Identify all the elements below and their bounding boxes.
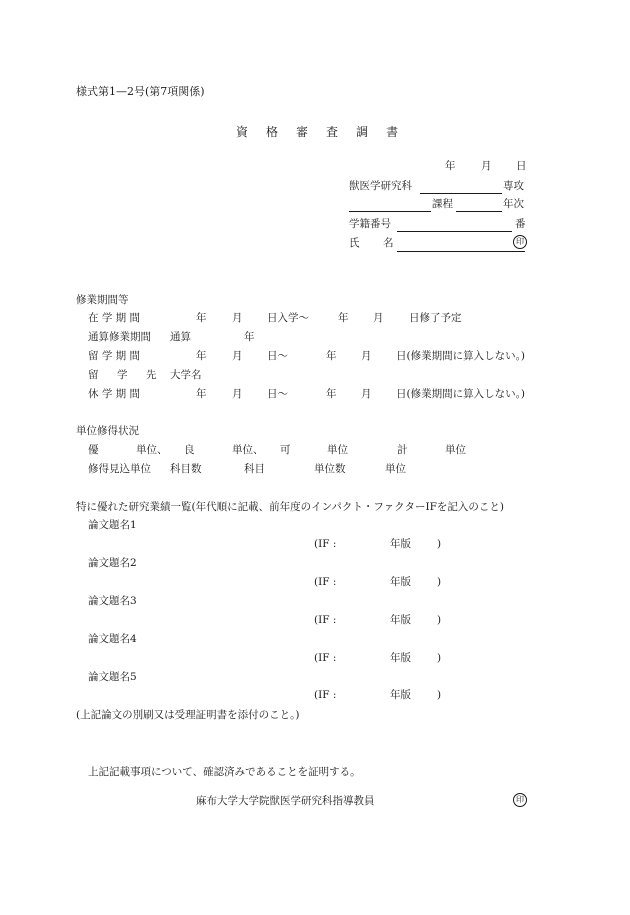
leave-year2: 年	[326, 388, 337, 400]
abroad-dest-char: 先	[146, 369, 157, 381]
name-label-char: 名	[383, 237, 394, 249]
leave-start: 日〜	[267, 388, 288, 400]
abroad-end: 日(修業期間に算入しない。)	[396, 350, 525, 362]
leave-end: 日(修業期間に算入しない。)	[396, 388, 525, 400]
major-suffix: 専攻	[503, 180, 524, 192]
paper-if-edition: 年版	[390, 576, 411, 588]
paper-if-close: )	[437, 538, 442, 550]
title-char: 調	[356, 125, 369, 139]
course-label: 課程	[432, 198, 453, 210]
subject-count-label: 科目数	[170, 463, 202, 475]
paper-title-label: 論文題名1	[88, 519, 137, 531]
paper-if-close: )	[437, 652, 442, 664]
paper-if-label: (IF :	[314, 538, 337, 550]
credit-unit: 単位、	[136, 444, 168, 456]
student-number-label: 学籍番号	[349, 218, 391, 230]
department-label: 獣医学研究科	[349, 180, 412, 192]
supervisor-signature-label: 麻布大学大学院獣医学研究科指導教員	[196, 795, 375, 807]
paper-if-edition: 年版	[390, 652, 411, 664]
attachment-note: (上記論文の別刷又は受理証明書を添付のこと。)	[76, 709, 300, 721]
credit-unit: 単位、	[232, 444, 264, 456]
title-char: 審	[296, 125, 309, 139]
student-number-field[interactable]	[397, 230, 512, 232]
date-year-label: 年	[445, 160, 456, 172]
paper-title-label: 論文題名5	[88, 671, 137, 683]
title-char: 査	[326, 125, 339, 139]
form-number: 様式第1—2号(第7項関係)	[76, 85, 205, 98]
study-period-heading: 修業期間等	[76, 294, 129, 306]
certification-statement: 上記記載事項について、確認済みであることを証明する。	[88, 766, 361, 778]
course-field[interactable]	[349, 210, 431, 212]
paper-if-edition: 年版	[390, 538, 411, 550]
abroad-month1: 月	[232, 350, 243, 362]
enrollment-start: 日入学〜	[267, 312, 309, 324]
date-month-label: 月	[481, 160, 492, 172]
grade-field[interactable]	[456, 210, 502, 212]
paper-if-close: )	[437, 576, 442, 588]
document-title	[236, 126, 398, 138]
paper-if-label: (IF :	[314, 689, 337, 701]
total-period-label: 通算修業期間	[88, 331, 151, 343]
paper-title-label: 論文題名2	[88, 557, 137, 569]
paper-if-edition: 年版	[390, 614, 411, 626]
abroad-year2: 年	[326, 350, 337, 362]
credit-unit: 単位	[385, 463, 406, 475]
paper-if-label: (IF :	[314, 652, 337, 664]
abroad-start: 日〜	[267, 350, 288, 362]
seal-icon: 印	[513, 793, 527, 807]
paper-if-close: )	[437, 689, 442, 701]
leave-year1: 年	[196, 388, 207, 400]
credits-heading: 単位修得状況	[76, 425, 139, 437]
credit-grade-pass: 可	[280, 444, 291, 456]
credit-grade-excellent: 優	[88, 444, 99, 456]
credit-unit: 単位	[445, 444, 466, 456]
title-char: 書	[386, 125, 399, 139]
enrollment-year1: 年	[196, 312, 207, 324]
major-field[interactable]	[420, 192, 502, 194]
enrollment-month2: 月	[373, 312, 384, 324]
abroad-dest-char: 学	[117, 369, 128, 381]
enrollment-month1: 月	[232, 312, 243, 324]
total-period-year: 年	[244, 331, 255, 343]
abroad-destination-value: 大学名	[170, 369, 202, 381]
title-char: 資	[236, 125, 249, 139]
student-number-suffix: 番	[515, 218, 526, 230]
leave-month2: 月	[361, 388, 372, 400]
enrollment-year2: 年	[338, 312, 349, 324]
subject-unit: 科目	[244, 463, 265, 475]
credit-grade-good: 良	[184, 444, 195, 456]
credit-count-label: 単位数	[314, 463, 346, 475]
expected-credits-label: 修得見込単位	[88, 463, 151, 475]
paper-if-edition: 年版	[390, 689, 411, 701]
credit-total-label: 計	[397, 444, 408, 456]
leave-period-label: 休 学 期 間	[88, 388, 141, 400]
seal-icon: 印	[513, 235, 527, 249]
paper-if-label: (IF :	[314, 576, 337, 588]
name-label-char: 氏	[349, 237, 360, 249]
paper-if-label: (IF :	[314, 614, 337, 626]
title-char: 格	[266, 125, 279, 139]
name-field[interactable]	[397, 250, 525, 252]
paper-title-label: 論文題名3	[88, 595, 137, 607]
leave-month1: 月	[232, 388, 243, 400]
abroad-period-label: 留 学 期 間	[88, 350, 141, 362]
abroad-month2: 月	[361, 350, 372, 362]
enrollment-period-label: 在 学 期 間	[88, 312, 141, 324]
enrollment-end: 日修了予定	[409, 312, 462, 324]
abroad-dest-char: 留	[88, 369, 99, 381]
total-period-prefix: 通算	[170, 331, 191, 343]
grade-suffix: 年次	[503, 198, 524, 210]
abroad-year1: 年	[196, 350, 207, 362]
paper-if-close: )	[437, 614, 442, 626]
date-day-label: 日	[516, 160, 527, 172]
paper-title-label: 論文題名4	[88, 633, 137, 645]
research-heading: 特に優れた研究業績一覧(年代順に記載、前年度のインパクト・ファクターIFを記入のこと)	[76, 501, 504, 513]
credit-unit: 単位	[327, 444, 348, 456]
